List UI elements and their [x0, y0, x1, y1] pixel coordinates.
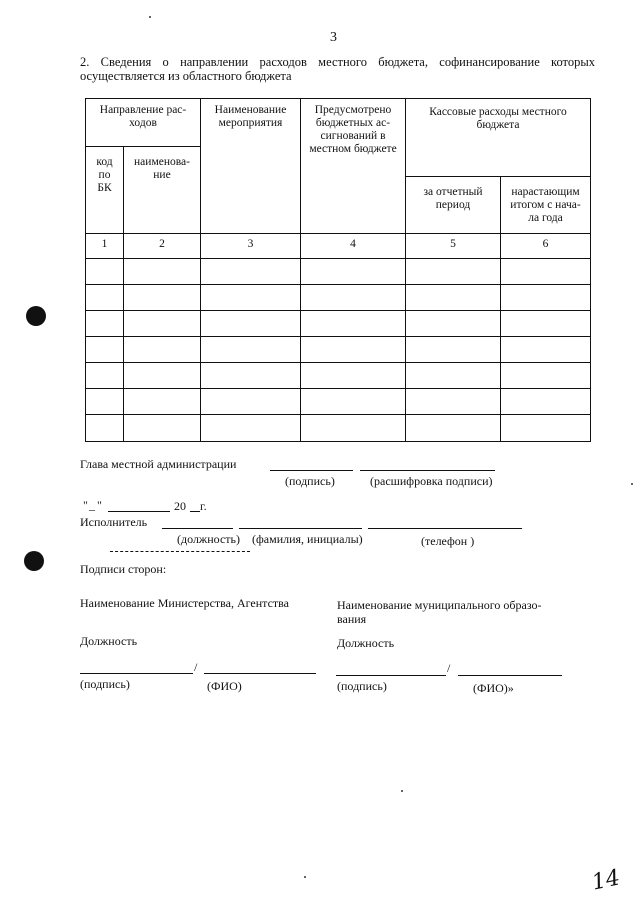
scan-speck — [401, 790, 403, 792]
handwritten-page-mark: 14 — [589, 865, 623, 896]
executor-position-line[interactable] — [162, 528, 233, 529]
right-sign-line[interactable] — [336, 675, 446, 676]
head-sign-caption: (подпись) — [285, 474, 335, 488]
header-cash: Кассовые расходы местного бюджета — [429, 106, 567, 131]
column-number: 4 — [350, 238, 356, 250]
scan-speck — [304, 876, 306, 878]
municipality-name-label-2: вания — [337, 612, 367, 626]
intro-line-1: 2. Сведения о направлении расходов местного бюджета, софинансирование которых — [80, 55, 595, 69]
column-number: 6 — [542, 238, 549, 250]
right-slash: / — [447, 661, 451, 675]
head-sign-line[interactable] — [270, 470, 353, 471]
date-year-prefix: 20 — [174, 499, 186, 513]
executor-phone-line[interactable] — [368, 528, 522, 529]
municipality-name-label-1: Наименование муниципального образо- — [337, 598, 542, 612]
page-number: 3 — [330, 30, 337, 45]
ministry-name-label: Наименование Министерства, Агентства — [80, 596, 289, 610]
header-direction: Направление рас- ходов — [99, 104, 187, 129]
executor-label: Исполнитель — [80, 515, 148, 529]
header-event: Наименование мероприятия — [214, 104, 287, 129]
head-signature-label: Глава местной администрации — [80, 457, 237, 471]
right-position-label: Должность — [337, 636, 395, 650]
date-month-line[interactable] — [108, 511, 170, 512]
left-position-label: Должность — [80, 634, 138, 648]
header-cumulative: нарастающим итогом с нача- ла года — [510, 186, 581, 224]
scan-speck — [631, 483, 633, 485]
left-sign-caption: (подпись) — [80, 677, 130, 691]
header-name: наименова- ние — [134, 156, 190, 181]
header-code: код по БК — [96, 156, 113, 194]
date-quote-open: " — [83, 498, 88, 512]
left-sign-line[interactable] — [80, 673, 193, 674]
left-fio-line[interactable] — [204, 673, 316, 674]
executor-position-caption: (должность) — [177, 532, 240, 546]
date-quote-close: " — [97, 498, 102, 512]
date-year-suffix: г. — [200, 499, 207, 513]
header-planned: Предусмотрено бюджетных ас- сигнований в местном бюджете — [309, 104, 397, 155]
right-fio-line[interactable] — [458, 675, 562, 676]
date-year-line[interactable] — [190, 511, 200, 512]
hole-punch-mark — [26, 306, 46, 326]
executor-phone-caption: (телефон ) — [421, 534, 475, 548]
separator-dashed-line — [110, 551, 250, 552]
column-number: 3 — [247, 238, 254, 250]
parties-heading: Подписи сторон: — [80, 562, 167, 576]
date-day-blank: _ — [89, 498, 95, 512]
scan-speck — [149, 16, 151, 18]
left-slash: / — [194, 660, 198, 674]
executor-name-caption: (фамилия, инициалы) — [252, 532, 363, 546]
head-decode-caption: (расшифровка подписи) — [370, 474, 493, 488]
right-fio-caption: (ФИО)» — [473, 681, 514, 695]
left-fio-caption: (ФИО) — [207, 679, 242, 693]
right-sign-caption: (подпись) — [337, 679, 387, 693]
intro-line-2: осуществляется из областного бюджета — [80, 69, 292, 83]
head-decode-line[interactable] — [360, 470, 495, 471]
column-number: 5 — [450, 238, 456, 250]
header-period: за отчетный период — [423, 186, 483, 211]
hole-punch-mark — [24, 551, 44, 571]
column-number: 2 — [159, 238, 165, 250]
executor-name-line[interactable] — [239, 528, 362, 529]
column-number: 1 — [101, 238, 108, 250]
